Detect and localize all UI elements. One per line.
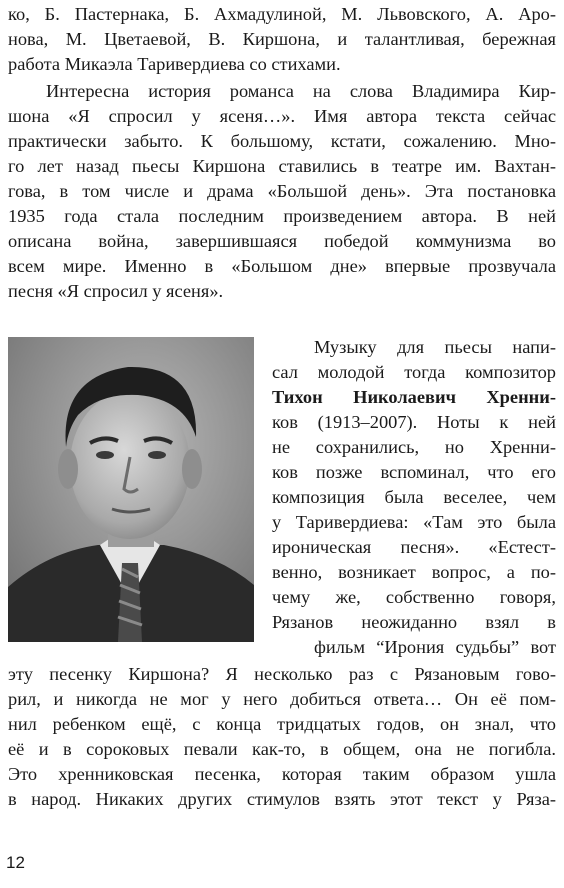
portrait-image bbox=[8, 337, 254, 642]
text-line: Рязанов неожиданно взял в bbox=[272, 612, 556, 632]
text-line: композиция была веселее, чем bbox=[272, 487, 556, 507]
text-line: ко, Б. Пастернака, Б. Ахмадулиной, М. Львовского, А. Аро- bbox=[8, 4, 556, 24]
text-line: нова, М. Цветаевой, В. Киршона, и талантливая, бережная bbox=[8, 29, 556, 49]
text-line: у Таривердиева: «Там это была bbox=[272, 512, 556, 532]
text-line: ироническая песня». «Естест- bbox=[272, 537, 556, 557]
text-line: песня «Я спросил у ясеня». bbox=[8, 281, 224, 301]
page-number: 12 bbox=[6, 853, 25, 872]
text-line: 1935 года стала последним произведением автора. В ней bbox=[8, 206, 556, 226]
text-line: всем мире. Именно в «Большом дне» впервые прозвучала bbox=[8, 256, 556, 276]
composer-name-line bbox=[272, 385, 556, 409]
text-line: в народ. Никаких других стимулов взять этот текст у Ряза- bbox=[8, 789, 556, 809]
composer-name: Тихон Николаевич Хренни- bbox=[272, 387, 556, 407]
text-line: Музыку для пьесы напи- bbox=[314, 337, 556, 357]
text-line: ков (1913–2007). Ноты к ней bbox=[272, 412, 556, 432]
composer-portrait bbox=[8, 337, 254, 642]
text-line: шона «Я спросил у ясеня…». Имя автора текста сейчас bbox=[8, 106, 556, 126]
text-line: нил ребенком ещё, с конца тридцатых годов, он знал, что bbox=[8, 714, 556, 734]
text-line: венно, возникает вопрос, а по- bbox=[272, 562, 556, 582]
text-line: эту песенку Киршона? Я несколько раз с Рязановым гово- bbox=[8, 664, 556, 684]
text-line: Это хренниковская песенка, которая таким образом ушла bbox=[8, 764, 556, 784]
text-line: фильм “Ирония судьбы” вот bbox=[314, 637, 556, 657]
text-line: Интересна история романса на слова Владимира Кир- bbox=[46, 81, 556, 101]
text-line: ков позже вспоминал, что его bbox=[272, 462, 556, 482]
text-line: её и в сороковых певали как-то, в общем, она не погибла. bbox=[8, 739, 556, 759]
text-line: сал молодой тогда композитор bbox=[272, 362, 556, 382]
text-line: практически забыто. К большому, кстати, сожалению. Мно- bbox=[8, 131, 556, 151]
text-line: го лет назад пьесы Киршона ставились в театре им. Вахтан- bbox=[8, 156, 556, 176]
text-line: гова, в том числе и драма «Большой день». Эта постановка bbox=[8, 181, 556, 201]
text-line: описана война, завершившаяся победой коммунизма во bbox=[8, 231, 556, 251]
text-line: не сохранились, но Хренни- bbox=[272, 437, 556, 457]
text-line: работа Микаэла Таривердиева со стихами. bbox=[8, 54, 341, 74]
text-line: чему же, собственно говоря, bbox=[272, 587, 556, 607]
text-line: рил, и никогда не мог у него добиться ответа… Он её пом- bbox=[8, 689, 556, 709]
